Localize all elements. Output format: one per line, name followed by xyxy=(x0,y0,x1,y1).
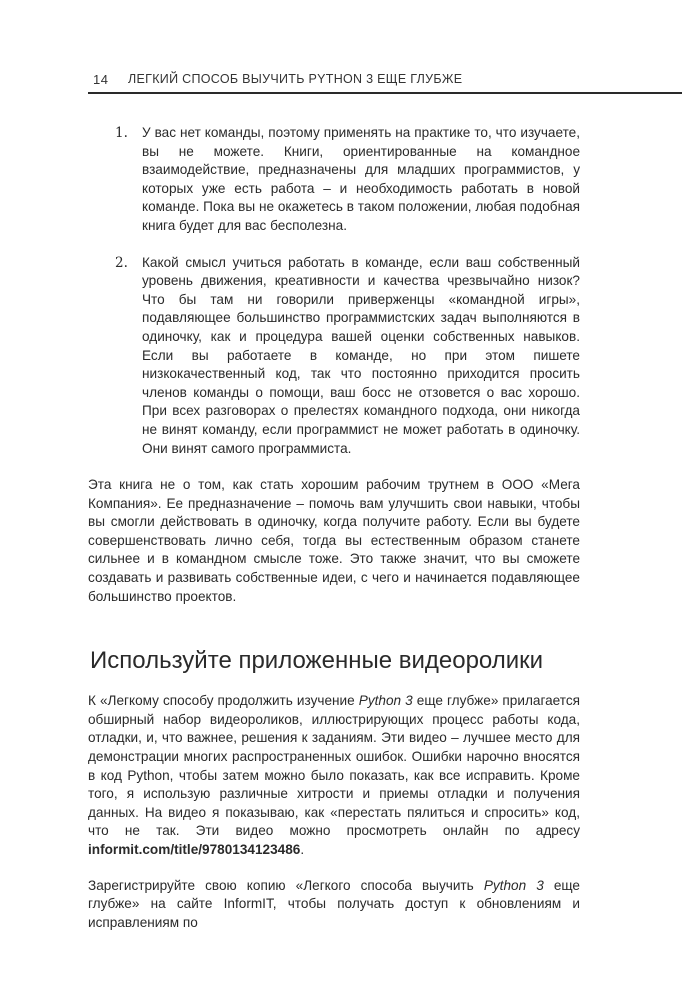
section-paragraph-2 xyxy=(88,877,580,933)
list-item-text: У вас нет команды, поэтому применять на практике то, что изучаете, вы не можете. Книги, ориентированные на командное взаимодействие, предназначены для младших программистов, у которых уже есть работа – и необходимость работать в новой команде. Пока вы не окажетесь в таком положении, любая подобная книга будет для вас бесполезна. xyxy=(142,125,580,233)
text-run: Зарегистрируйте свою копию «Легкого способа выучить xyxy=(88,877,484,893)
running-header xyxy=(0,68,682,92)
section-paragraph-1 xyxy=(88,692,580,859)
page-number: 14 xyxy=(93,72,109,87)
text-run: еще глубже» на сайте InformIT, чтобы получать доступ к обновлениям и исправлениям по xyxy=(88,877,580,930)
list-item xyxy=(88,124,580,236)
informit-link[interactable]: informit.com/title/9780134123486 xyxy=(88,842,301,857)
text-run: еще глубже» прилагается обширный набор видеороликов, иллюстрирующих процесс работы кода, отладки, и, что важнее, решения к заданиям. Эти видео – лучшее место для демонстрации многих распространенных ошибок. Ошибки нарочно вносятся в код Python, чтобы затем можно было показать, как все исправить. Кроме того, я использую различные хитрости и приемы отладки и получения данных. На видео я показываю, как «перестать пялиться и спросить» код, что не так. Эти видео можно просмотреть онлайн по адресу xyxy=(88,693,580,839)
list-item-number: 1. xyxy=(115,125,128,141)
italic-text: Python 3 xyxy=(483,877,544,893)
page-body xyxy=(88,124,580,932)
text-run: . xyxy=(300,842,305,857)
list-item xyxy=(88,254,580,459)
running-title: ЛЕГКИЙ СПОСОБ ВЫУЧИТЬ PYTHON 3 ЕЩЕ ГЛУБЖЕ xyxy=(128,72,463,86)
section-heading: Используйте приложенные видеоролики xyxy=(90,647,544,675)
text-run: К «Легкому способу продолжить изучение xyxy=(88,693,359,709)
body-paragraph: Эта книга не о том, как стать хорошим рабочим трутнем в ООО «Мега Компания». Ее предназначение – помочь вам улучшить свои навыки, чтобы вы смогли действовать в одиночку, когда получите работу. Если вы будете совершенствовать лично себя, тогда вы естественным образом станете сильнее и в командном смысле тоже. Это также значит, что вы сможете создавать и развивать собственные идеи, с чего и начинается подавляющее большинство проектов. xyxy=(88,477,580,604)
list-item-text: Какой смысл учиться работать в команде, если ваш собственный уровень движения, креативности и качества чрезвычайно низок? Что бы там ни говорили приверженцы «командной игры», подавляющее большинство программистских задач выполняются в одиночку, как и процедура вашей оценки собственных навыков. Если вы работаете в команде, но при этом пишете низкокачественный код, так что постоянно приходится просить членов команды о помощи, ваш босс не отзовется о вас хорошо. При всех разговорах о прелестях командного подхода, они никогда не винят команду, если программист не может работать в одиночку. Они винят самого программиста. xyxy=(142,254,580,456)
list-item-number: 2. xyxy=(115,254,128,271)
header-rule xyxy=(88,92,682,94)
italic-text: Python 3 xyxy=(358,693,413,709)
